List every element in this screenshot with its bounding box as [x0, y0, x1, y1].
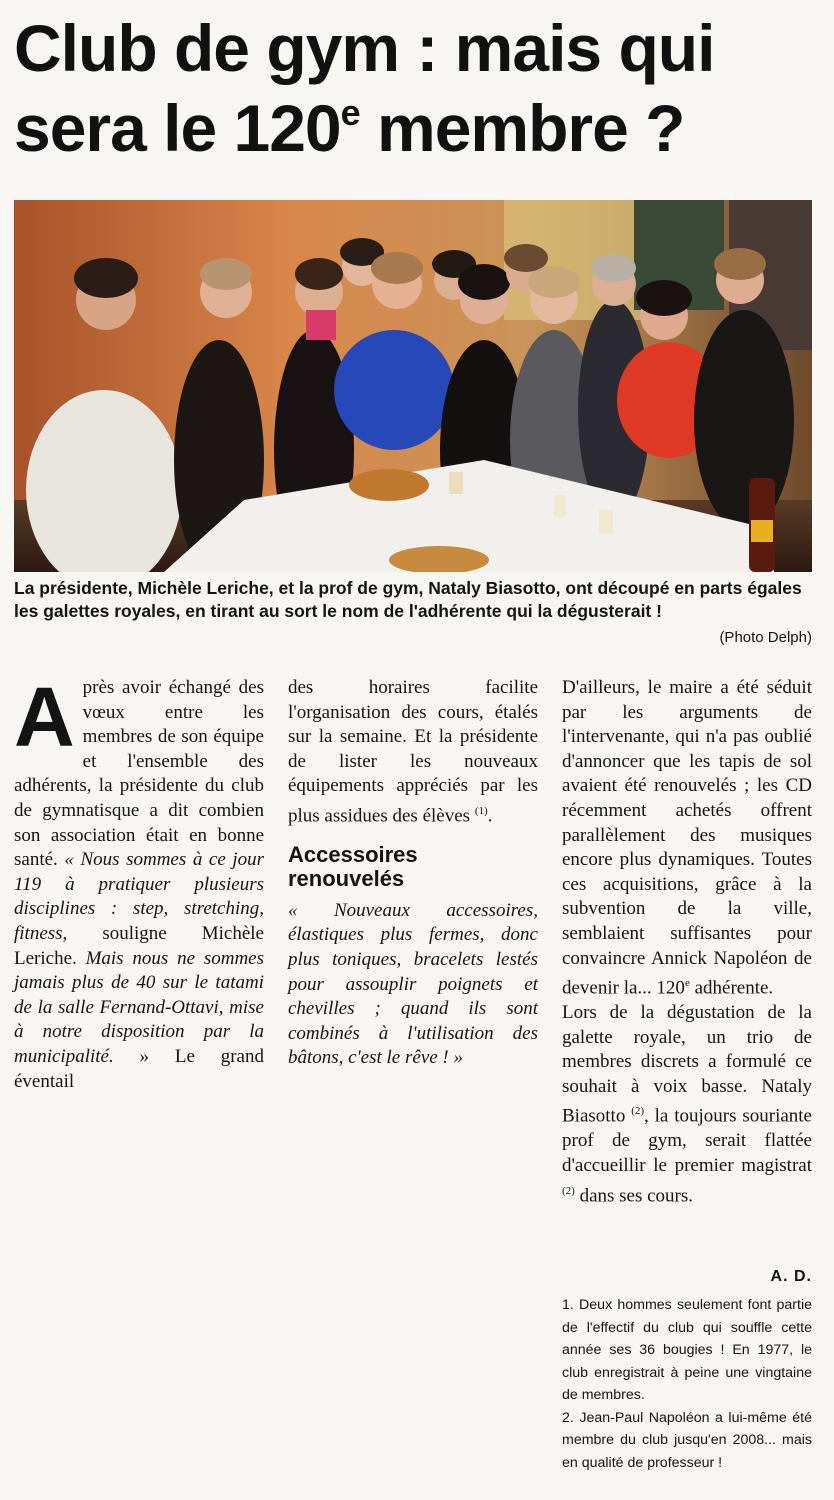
column-2-paragraph: [288, 676, 538, 829]
headline-end: membre ?: [359, 91, 685, 165]
column-2-end: .: [487, 805, 493, 827]
column-3-text-b: adhérente.: [689, 977, 774, 999]
article-intro: [14, 670, 264, 1094]
photo-caption: La présidente, Michèle Leriche, et la prof de gym, Nataly Biasotto, ont découpé en parts égales les galettes royales, en tirant au sort le nom de l'adhérente qui la dégusterait !: [14, 578, 802, 621]
headline: [14, 8, 824, 168]
quote-part-1: « Nous sommes à ce jour 119 à pratiquer plusieurs disciplines : step, stretching, fitness,: [14, 849, 264, 944]
headline-main: Club de gym : mais qui sera le 120: [14, 11, 715, 165]
article-photo: [14, 200, 812, 572]
footnote-1: 1. Deux hommes seulement font partie de l'effectif du club qui souffle cette année ses 36 bougies ! En 1977, le club enregistrait à peine une vingtaine de membres.: [562, 1297, 812, 1403]
footnote-ref-2b: (2): [562, 1184, 575, 1197]
column-3-paragraph-1: [562, 676, 812, 1001]
accessories-quote-text: « Nouveaux accessoires, élastiques plus fermes, donc plus toniques, bracelets lestés pour assouplir poignets et chevilles ; quand ils sont combinés à l'utilisation des bâtons, c'est le rêve ! »: [288, 899, 538, 1069]
column-3-text-e: dans ses cours.: [574, 1184, 694, 1206]
article-column-2: [288, 676, 538, 1071]
attribution-1: souligne Michèle Leriche.: [14, 922, 264, 969]
column-3-text-d: , la toujours souriante prof de gym, serait flattée d'accueillir le premier magistrat: [562, 1105, 812, 1176]
author-signature: A. D.: [770, 1268, 812, 1285]
column-3-text-a: D'ailleurs, le maire a été séduit par les arguments de l'intervenante, qui n'a pas oublié d'annoncer que les tapis de sol avaient été renouvelés ; les CD récemment achetés offrent parallèlement des musiques encore plus dynamiques. Toutes ces acquisitions, grâce à la subvention de la ville, semblaient suffisantes pour convaincre Annick Napoléon de devenir la... 120: [562, 677, 812, 999]
accessories-quote: [288, 899, 538, 1071]
column-3-paragraph-2: [562, 1001, 812, 1208]
photo-credit: (Photo Delph): [719, 629, 812, 646]
article-column-1: [14, 670, 264, 1094]
footnotes: [562, 1294, 812, 1474]
subheading: Accessoires renouvelés: [288, 841, 418, 891]
quote-close: » Le grand éventail: [14, 1045, 264, 1092]
ordinal-superscript: e: [684, 977, 690, 990]
dropcap: A: [14, 670, 75, 764]
headline-superscript: e: [340, 92, 360, 133]
group-photo-illustration: [14, 200, 812, 572]
column-3-text-c: Lors de la dégustation de la galette royale, un trio de membres discrets a formulé ce souhait à voix basse. Nataly Biasotto: [562, 1002, 812, 1127]
article-column-3: [562, 676, 812, 1208]
column-2-text: des horaires facilite l'organisation des cours, étalés sur la semaine. Et la présidente de lister les nouveaux équipements appréciés par les plus assidues des élèves: [288, 677, 538, 827]
quote-part-2: Mais nous ne sommes jamais plus de 40 sur le tatami de la salle Fernand-Ottavi, mise à notre disposition par la municipalité.: [14, 947, 264, 1067]
footnote-ref-1: (1): [474, 804, 488, 817]
intro-text: près avoir échangé des vœux entre les membres de son équipe et l'ensemble des adhérents, la présidente du club de gymnatisque a dit combien son association était en bonne santé.: [14, 677, 264, 871]
footnote-ref-2a: (2): [631, 1105, 645, 1118]
footnote-2: 2. Jean-Paul Napoléon a lui-même été membre du club jusqu'en 2008... mais en qualité de professeur !: [562, 1409, 812, 1471]
